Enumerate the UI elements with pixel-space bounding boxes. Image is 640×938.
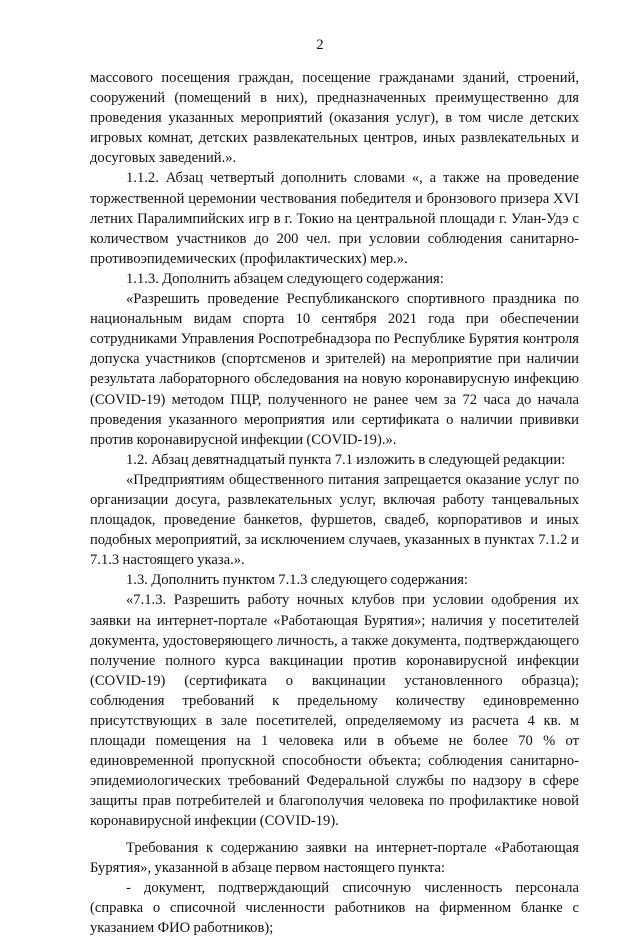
- paragraph-application-requirements: Требования к содержанию заявки на интернет-портале «Работающая Бурятия», указанной в абзаце первом настоящего пункта:: [90, 839, 579, 876]
- document-body: [90, 68, 579, 938]
- paragraph-1-1-2: 1.1.2. Абзац четвертый дополнить словами «, а также на проведение торжественной церемонии чествования победителя и бронзового призера XVI летних Паралимпийских игр в г. Токио на центральной площади г. Улан-Удэ с количеством участников до 200 чел. при условии соблюдения санитарно-противоэпидемических (профилактических) мер.».: [90, 170, 579, 267]
- paragraph-1-2: 1.2. Абзац девятнадцатый пункта 7.1 изложить в следующей редакции:: [126, 451, 566, 468]
- paragraph-1-3: 1.3. Дополнить пунктом 7.1.3 следующего содержания:: [126, 572, 468, 589]
- paragraph-staff-document: - документ, подтверждающий списочную численность персонала (справка о списочной численности работников на фирменном бланке с указанием ФИО работников);: [90, 879, 579, 936]
- paragraph-catering: «Предприятиям общественного питания запрещается оказание услуг по организации досуга, развлекательных услуг, включая работу танцевальных площадок, проведение банкетов, фуршетов, свадеб, корпоративов и иных подобных мероприятий, за исключением случаев, указанных в пунктах 7.1.2 и 7.1.3 настоящего указа.».: [90, 471, 579, 569]
- paragraph-1-1-3: 1.1.3. Дополнить абзацем следующего содержания:: [126, 270, 444, 287]
- page-number: 2: [316, 37, 324, 53]
- paragraph-7-1-3-nightclubs: «7.1.3. Разрешить работу ночных клубов при условии одобрения их заявки на интернет-портале «Работающая Бурятия»; наличия у посетителей документа, удостоверяющего личность, а также документа, подтверждающего получение полного курса вакцинации против коронавирусной инфекции (COVID-19) (сертификата о вакцинации установленного образца); соблюдения требований к предельному количеству единовременно присутствующих в зале посетителей, определяемому из расчета 4 кв. м площади помещения на 1 человека или в объеме не более 70 % от единовременной пропускной способности объекта; соблюдения санитарно-эпидемиологических требований Федеральной службы по надзору в сфере защиты прав потребителей и благополучия человека по профилактике новой коронавирусной инфекции (COVID-19).: [90, 592, 579, 830]
- paragraph-continuation: массового посещения граждан, посещение гражданами зданий, строений, сооружений (помещений в них), предназначенных преимущественно для проведения указанных мероприятий (оказания услуг), в том числе детских игровых комнат, детских развлекательных центров, иных развлекательных и досуговых заведений.».: [90, 70, 579, 167]
- paragraph-sports-festival: «Разрешить проведение Республиканского спортивного праздника по национальным видам спорта 10 сентября 2021 года при обеспечении сотрудниками Управления Роспотребнадзора по Республике Бурятия контроля допуска участников (спортсменов и зрителей) на мероприятие при наличии результата лабораторного обследования на новую коронавирусную инфекцию (COVID-19) методом ПЦР, полученного не ранее чем за 72 часа до начала проведения указанного мероприятия или сертификата о наличии прививки против коронавирусной инфекции (COVID-19).».: [90, 291, 579, 448]
